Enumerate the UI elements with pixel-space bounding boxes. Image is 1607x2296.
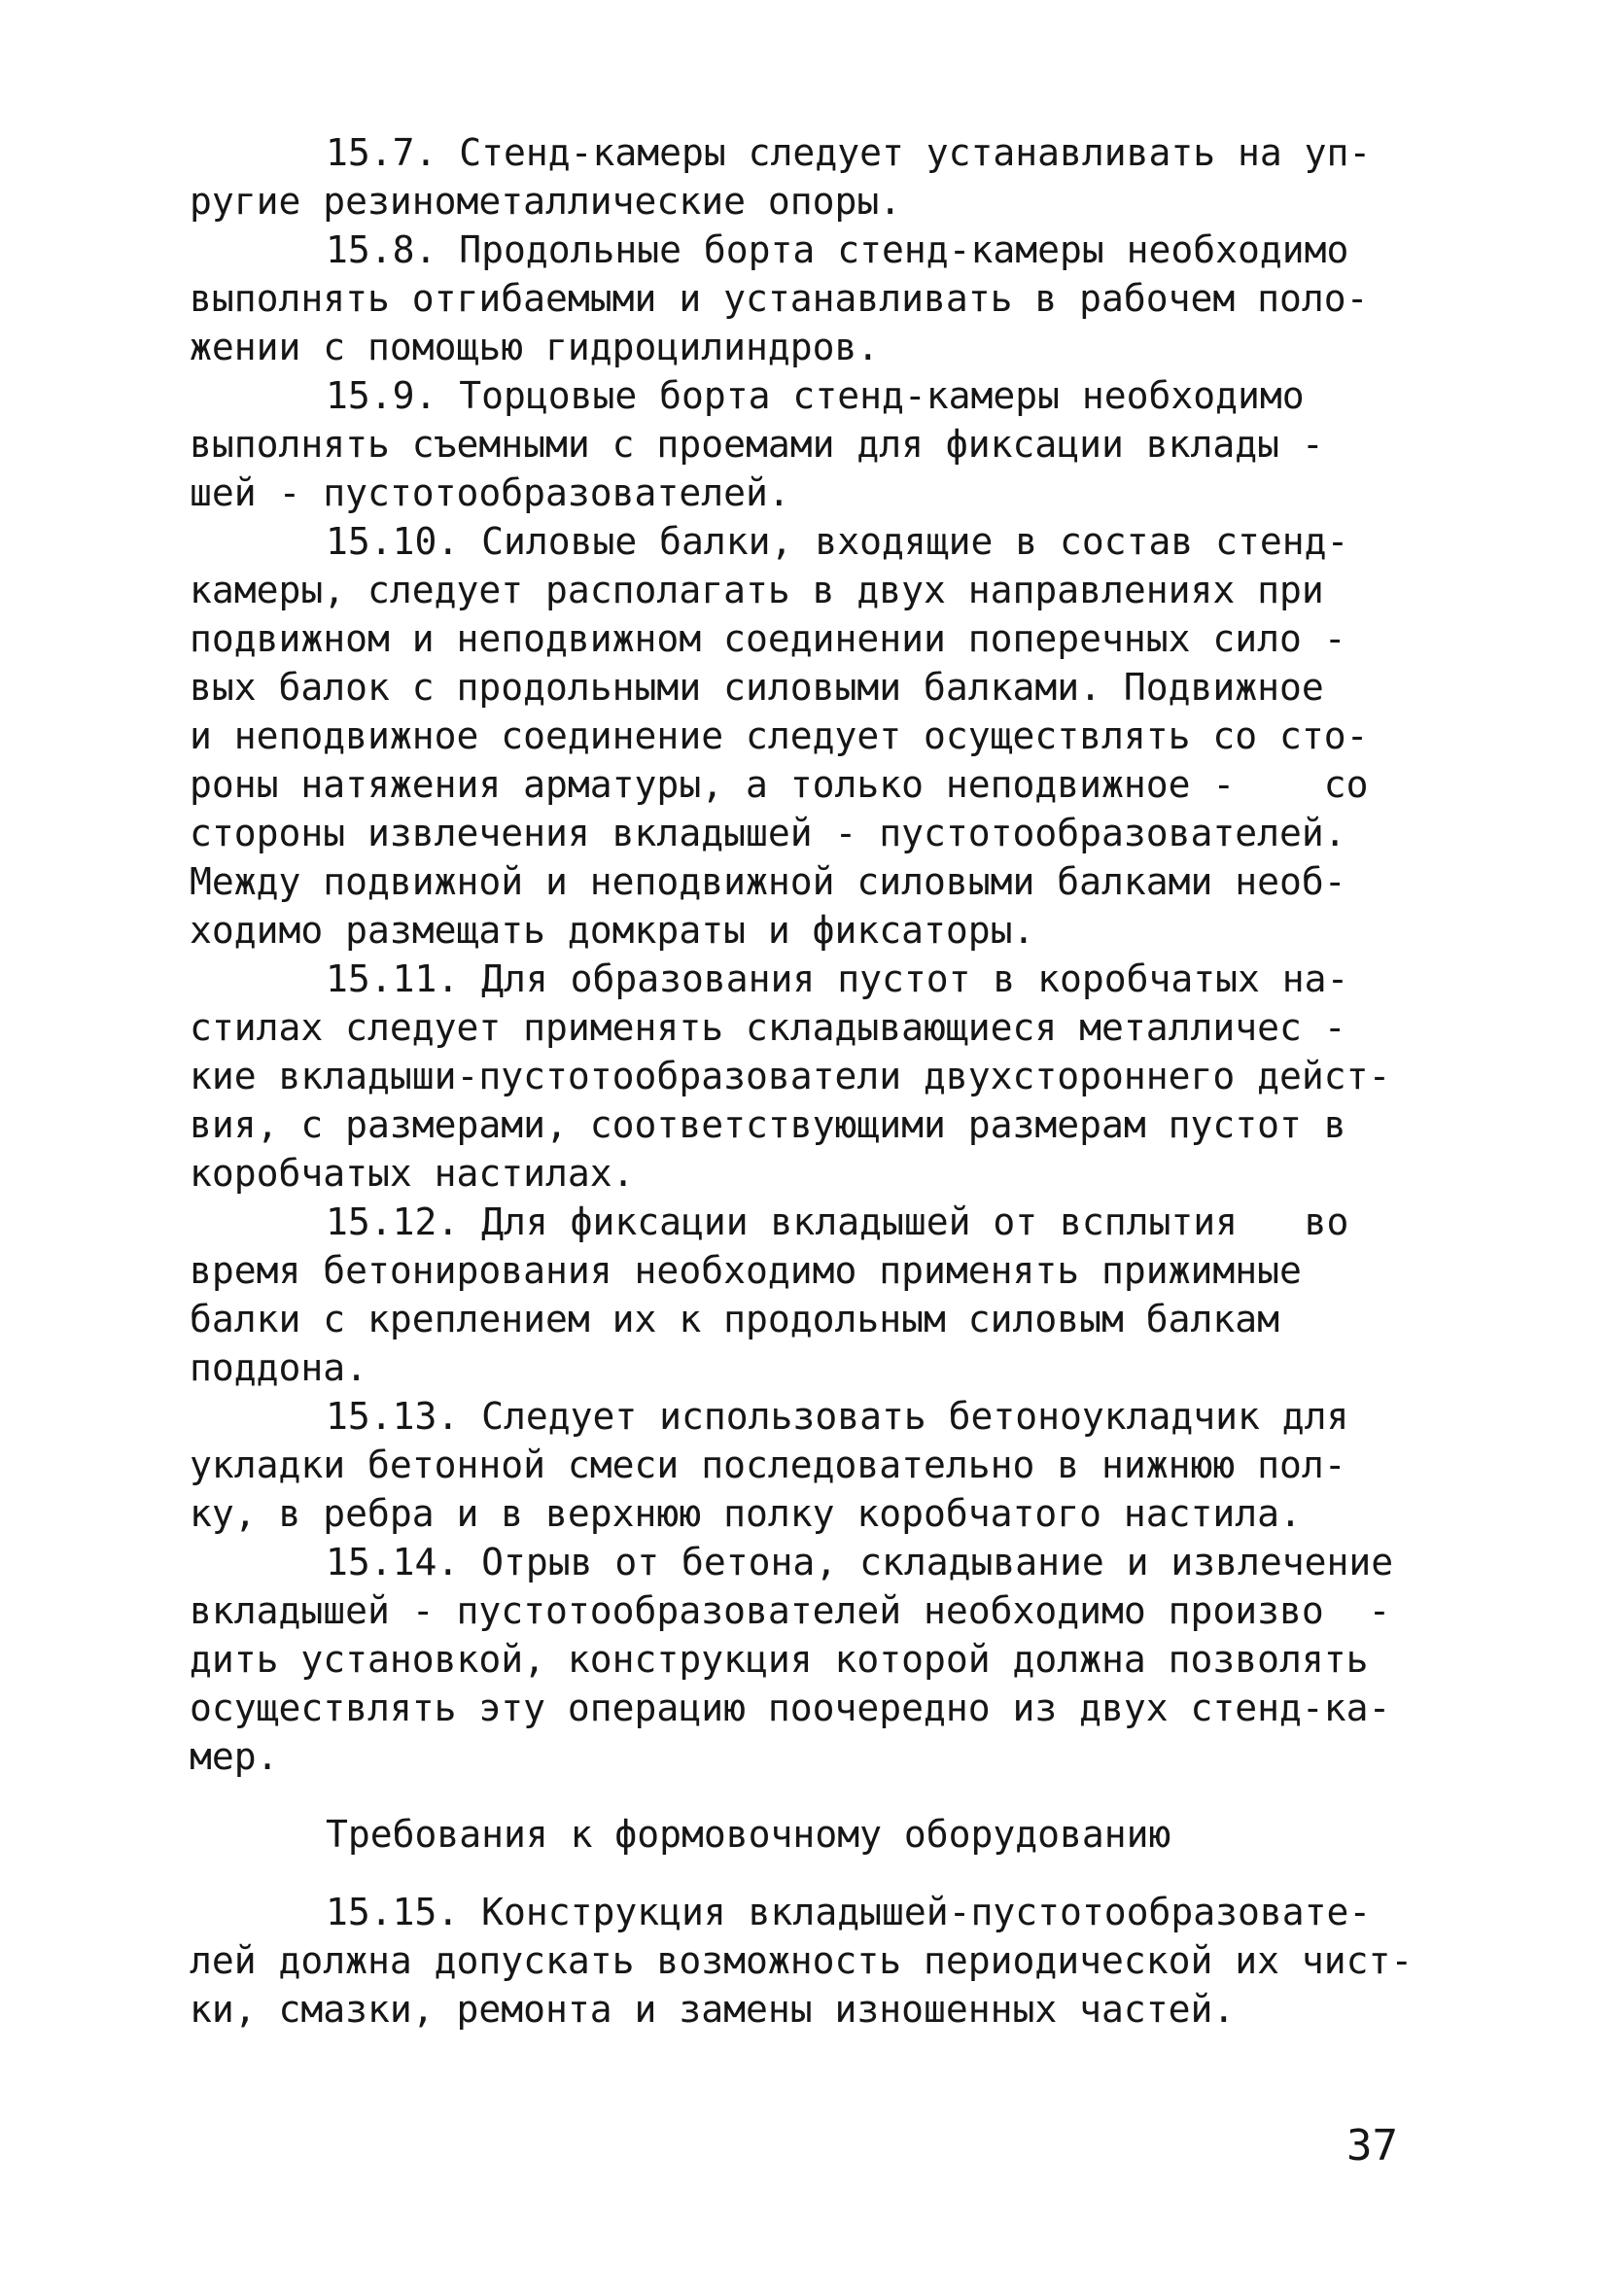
text-line: мер. bbox=[190, 1735, 279, 1778]
text-line: Между подвижной и неподвижной силовыми балками необ- bbox=[190, 860, 1346, 903]
text-line: выполнять съемными с проемами для фиксации вклады - bbox=[190, 423, 1324, 466]
text-line: 15.11. Для образования пустот в коробчатых на- bbox=[326, 957, 1349, 1000]
text-line: 15.7. Стенд-камеры следует устанавливать на уп- bbox=[326, 131, 1372, 174]
text-line: 15.14. Отрыв от бетона, складывание и извлечение bbox=[326, 1541, 1394, 1583]
text-line: 15.10. Силовые балки, входящие в состав стенд- bbox=[326, 520, 1349, 563]
text-line: шей - пустотообразователей. bbox=[190, 471, 790, 514]
text-line: выполнять отгибаемыми и устанавливать в рабочем поло- bbox=[190, 277, 1369, 320]
text-line: подвижном и неподвижном соединении поперечных сило - bbox=[190, 617, 1346, 660]
page-number: 37 bbox=[1346, 2121, 1398, 2171]
text-line: жении с помощью гидроцилиндров. bbox=[190, 326, 880, 368]
text-line: ки, смазки, ремонта и замены изношенных частей. bbox=[190, 1988, 1236, 2031]
text-line: 15.8. Продольные борта стенд-камеры необходимо bbox=[326, 228, 1349, 271]
text-line: стилах следует применять складывающиеся металличес - bbox=[190, 1006, 1346, 1049]
text-line: ходимо размещать домкраты и фиксаторы. bbox=[190, 909, 1035, 952]
text-line: время бетонирования необходимо применять прижимные bbox=[190, 1249, 1302, 1292]
text-line: вкладышей - пустотообразователей необходимо произво - bbox=[190, 1589, 1391, 1632]
text-line: и неподвижное соединение следует осуществлять со сто- bbox=[190, 714, 1369, 757]
text-line: ку, в ребра и в верхнюю полку коробчатого настила. bbox=[190, 1492, 1302, 1535]
text-line: осуществлять эту операцию поочередно из двух стенд-ка- bbox=[190, 1687, 1391, 1729]
text-line: ругие резинометаллические опоры. bbox=[190, 180, 902, 223]
text-line: 15.15. Конструкция вкладышей-пустотообразовате- bbox=[326, 1891, 1372, 1933]
text-line: вия, с размерами, соответствующими размерам пустот в bbox=[190, 1103, 1346, 1146]
text-line: лей должна допускать возможность периодической их чист- bbox=[190, 1939, 1414, 1982]
text-line: стороны извлечения вкладышей - пустотообразователей. bbox=[190, 812, 1346, 854]
text-line: вых балок с продольными силовыми балками. Подвижное bbox=[190, 666, 1324, 709]
text-line: 15.12. Для фиксации вкладышей от всплытия во bbox=[326, 1200, 1349, 1243]
text-line: балки с креплением их к продольным силовым балкам bbox=[190, 1298, 1280, 1340]
text-line: камеры, следует располагать в двух направлениях при bbox=[190, 569, 1324, 611]
text-line: дить установкой, конструкция которой должна позволять bbox=[190, 1638, 1369, 1681]
text-line: коробчатых настилах. bbox=[190, 1152, 635, 1195]
text-line: роны натяжения арматуры, а только неподвижное - со bbox=[190, 763, 1369, 806]
text-line: 15.9. Торцовые борта стенд-камеры необходимо bbox=[326, 374, 1305, 417]
text-line: укладки бетонной смеси последовательно в нижнюю пол- bbox=[190, 1444, 1346, 1486]
section-heading: Требования к формовочному оборудованию bbox=[326, 1813, 1171, 1856]
text-line: 15.13. Следует использовать бетоноукладчик для bbox=[326, 1395, 1349, 1438]
text-line: поддона. bbox=[190, 1346, 368, 1389]
text-line: кие вкладыши-пустотообразователи двухстороннего дейст- bbox=[190, 1055, 1391, 1097]
